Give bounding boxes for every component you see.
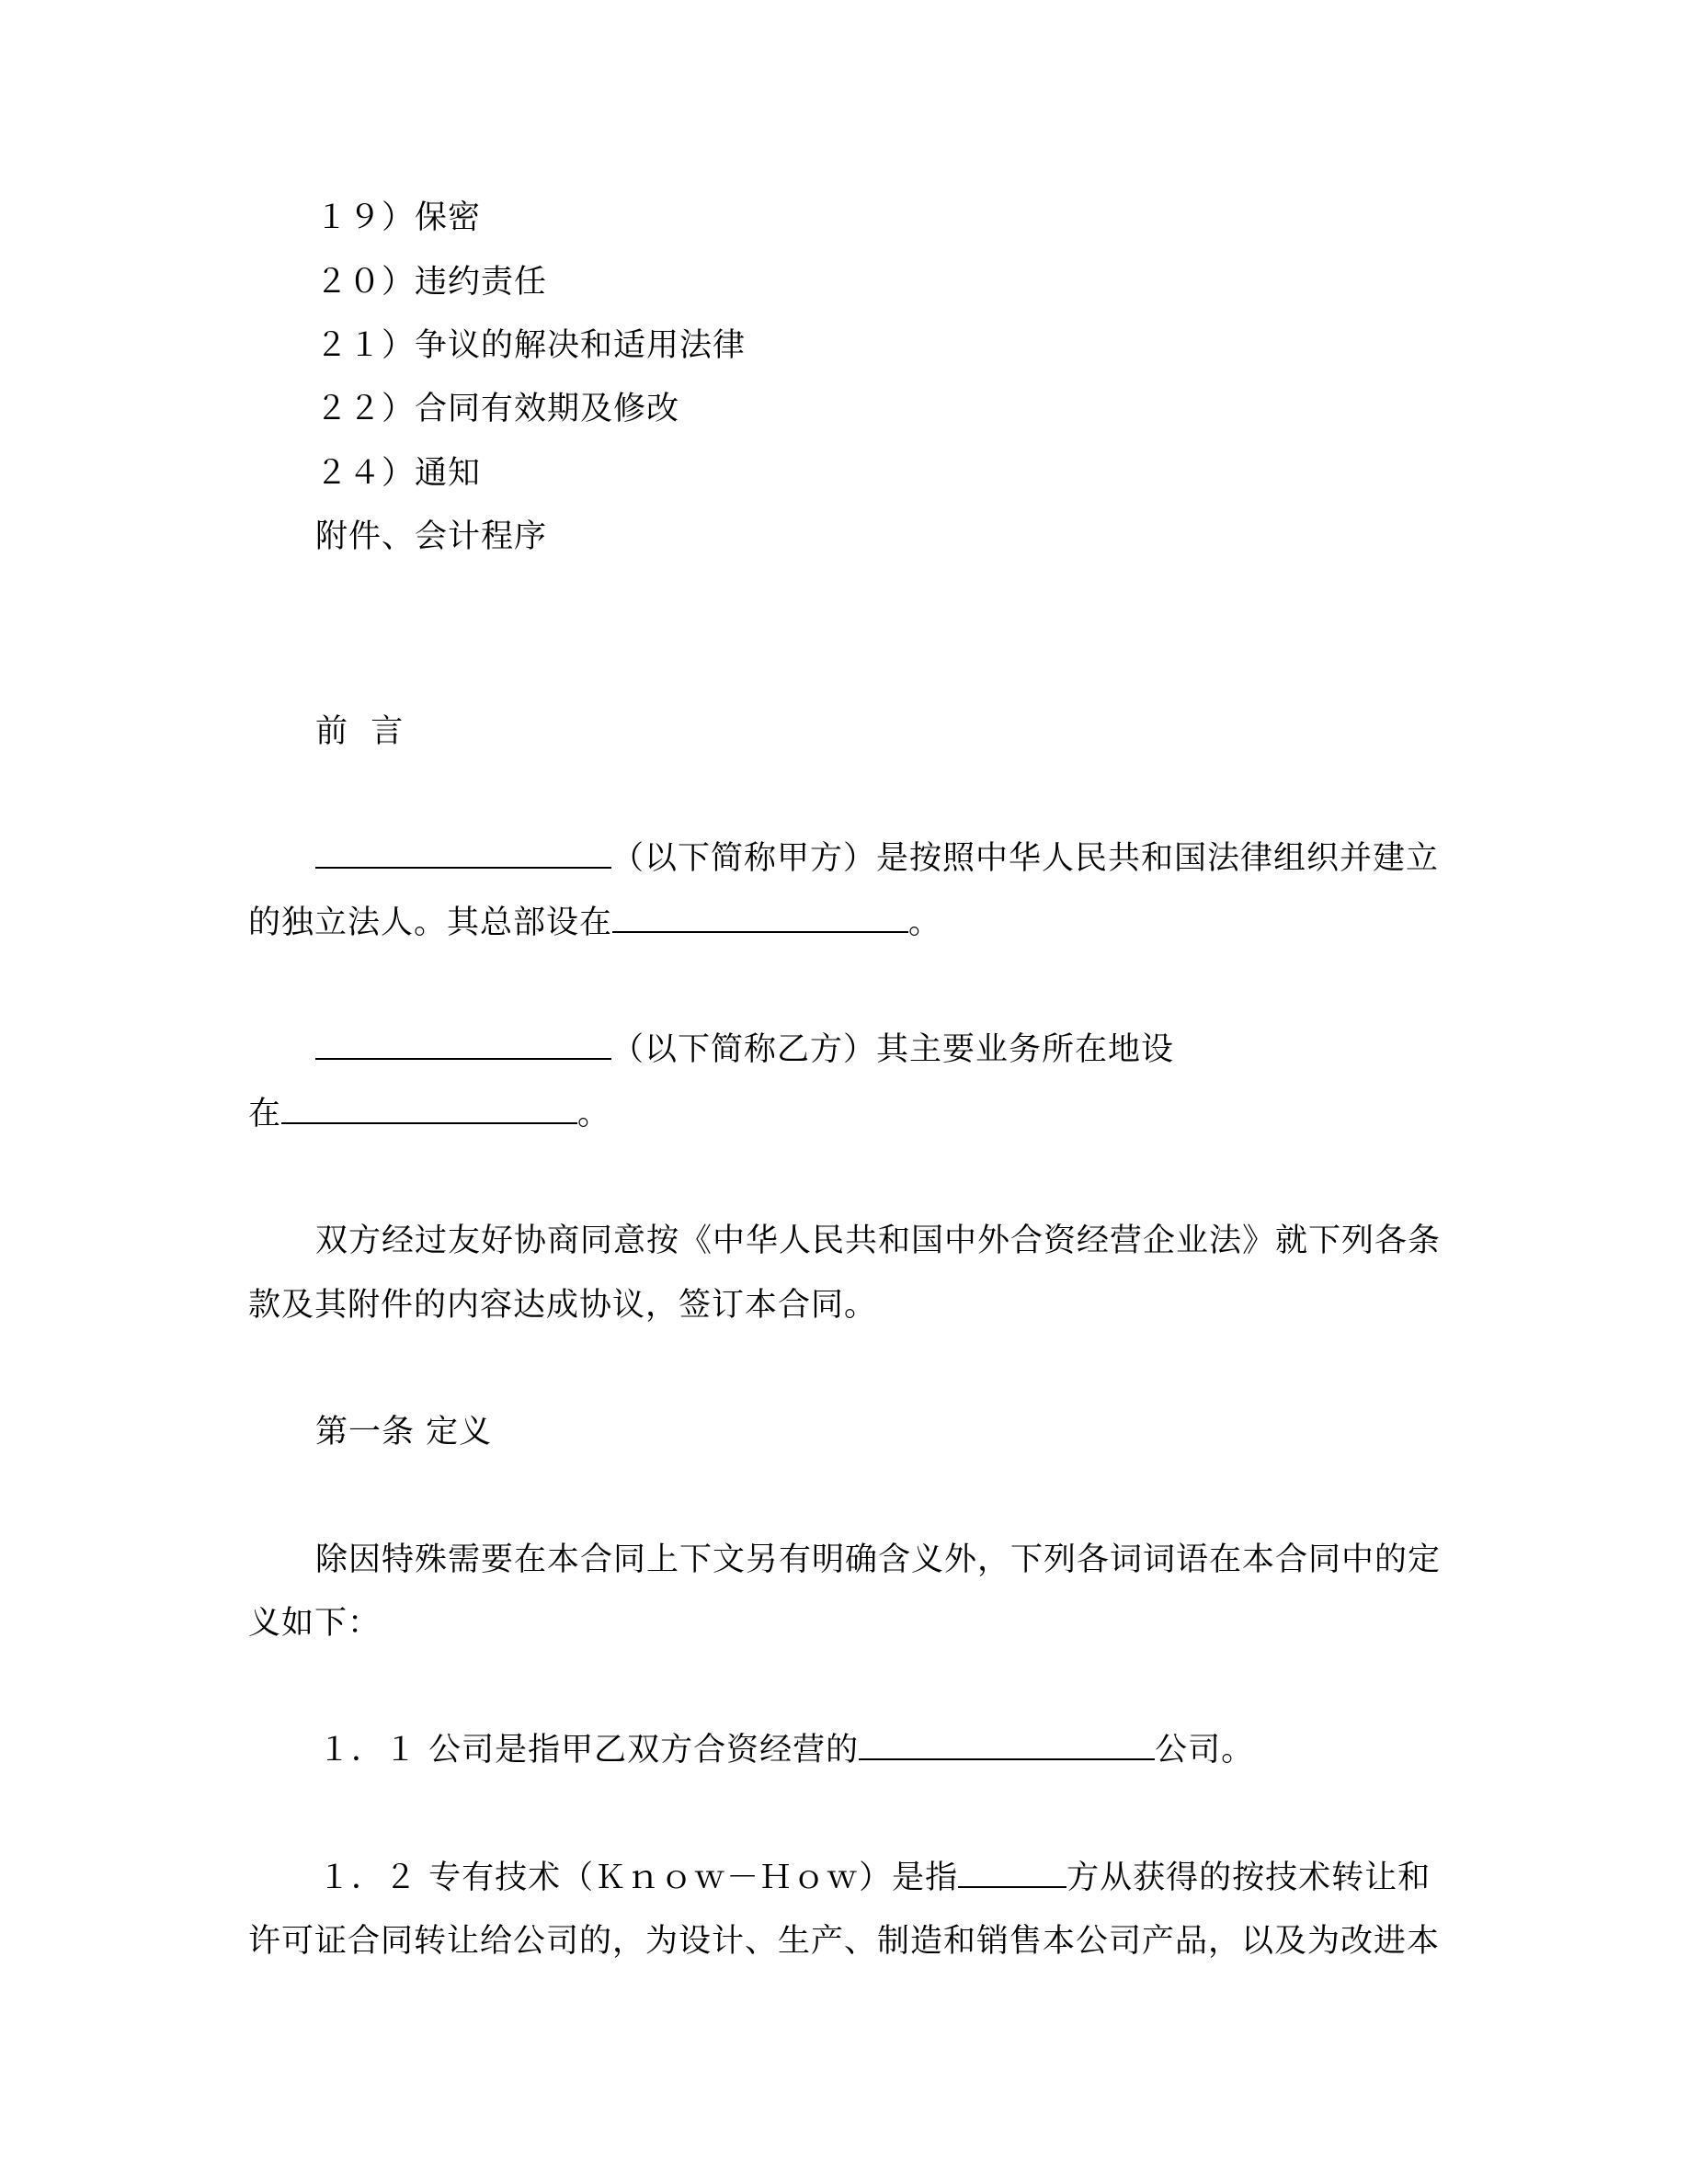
agreement-line-2: 款及其附件的内容达成协议，签订本合同。 — [248, 1287, 878, 1324]
definition-1-2-line-1 — [318, 1856, 1431, 1900]
party-b-line-2 — [248, 1092, 610, 1136]
article-1-intro-line-1: 除因特殊需要在本合同上下文另有明确含义外，下列各词词语在本合同中的定 — [315, 1541, 1442, 1578]
toc-item: １９）保密 — [315, 199, 482, 236]
definition-1-2-text: １．２ 专有技术（Ｋｎｏｗ－Ｈｏｗ）是指 — [318, 1860, 959, 1896]
party-b-name-blank — [315, 1030, 611, 1060]
definition-1-2-suffix: 方从获得的按技术转让和 — [1066, 1860, 1431, 1896]
party-b-location-label: 在 — [248, 1096, 282, 1132]
party-a-description: （以下简称甲方）是按照中华人民共和国法律组织并建立 — [611, 840, 1440, 877]
party-a-line-2 — [248, 901, 941, 945]
party-b-description: （以下简称乙方）其主要业务所在地设 — [611, 1031, 1175, 1068]
article-1-intro-line-2: 义如下： — [248, 1605, 382, 1642]
party-a-line-1 — [315, 836, 1439, 881]
party-b-line-1 — [315, 1028, 1174, 1072]
party-a-period: 。 — [908, 904, 942, 941]
definition-1-1-suffix: 公司。 — [1155, 1732, 1255, 1769]
party-b-location-blank — [281, 1095, 577, 1124]
toc-item: ２４）通知 — [315, 455, 482, 492]
agreement-line-1: 双方经过友好协商同意按《中华人民共和国中外合资经营企业法》就下列各条 — [315, 1223, 1442, 1259]
definition-1-1 — [318, 1728, 1254, 1772]
party-blank — [958, 1859, 1066, 1888]
toc-item-appendix: 附件、会计程序 — [315, 518, 548, 555]
article-1-heading: 第一条 定义 — [315, 1414, 493, 1450]
definition-1-1-text: １．１ 公司是指甲乙双方合资经营的 — [318, 1732, 860, 1769]
preface-heading: 前 言 — [315, 713, 405, 750]
company-name-blank — [859, 1731, 1155, 1760]
party-a-name-blank — [315, 839, 611, 869]
definition-1-2-line-2: 许可证合同转让给公司的，为设计、生产、制造和销售本公司产品，以及为改进本 — [248, 1923, 1441, 1960]
party-a-hq-label: 的独立法人。其总部设在 — [248, 904, 613, 941]
toc-item: ２２）合同有效期及修改 — [315, 391, 680, 427]
toc-item: ２０）违约责任 — [315, 264, 548, 301]
toc-item: ２１）争议的解决和适用法律 — [315, 327, 747, 364]
party-b-period: 。 — [577, 1096, 611, 1132]
party-a-hq-blank — [612, 904, 908, 933]
